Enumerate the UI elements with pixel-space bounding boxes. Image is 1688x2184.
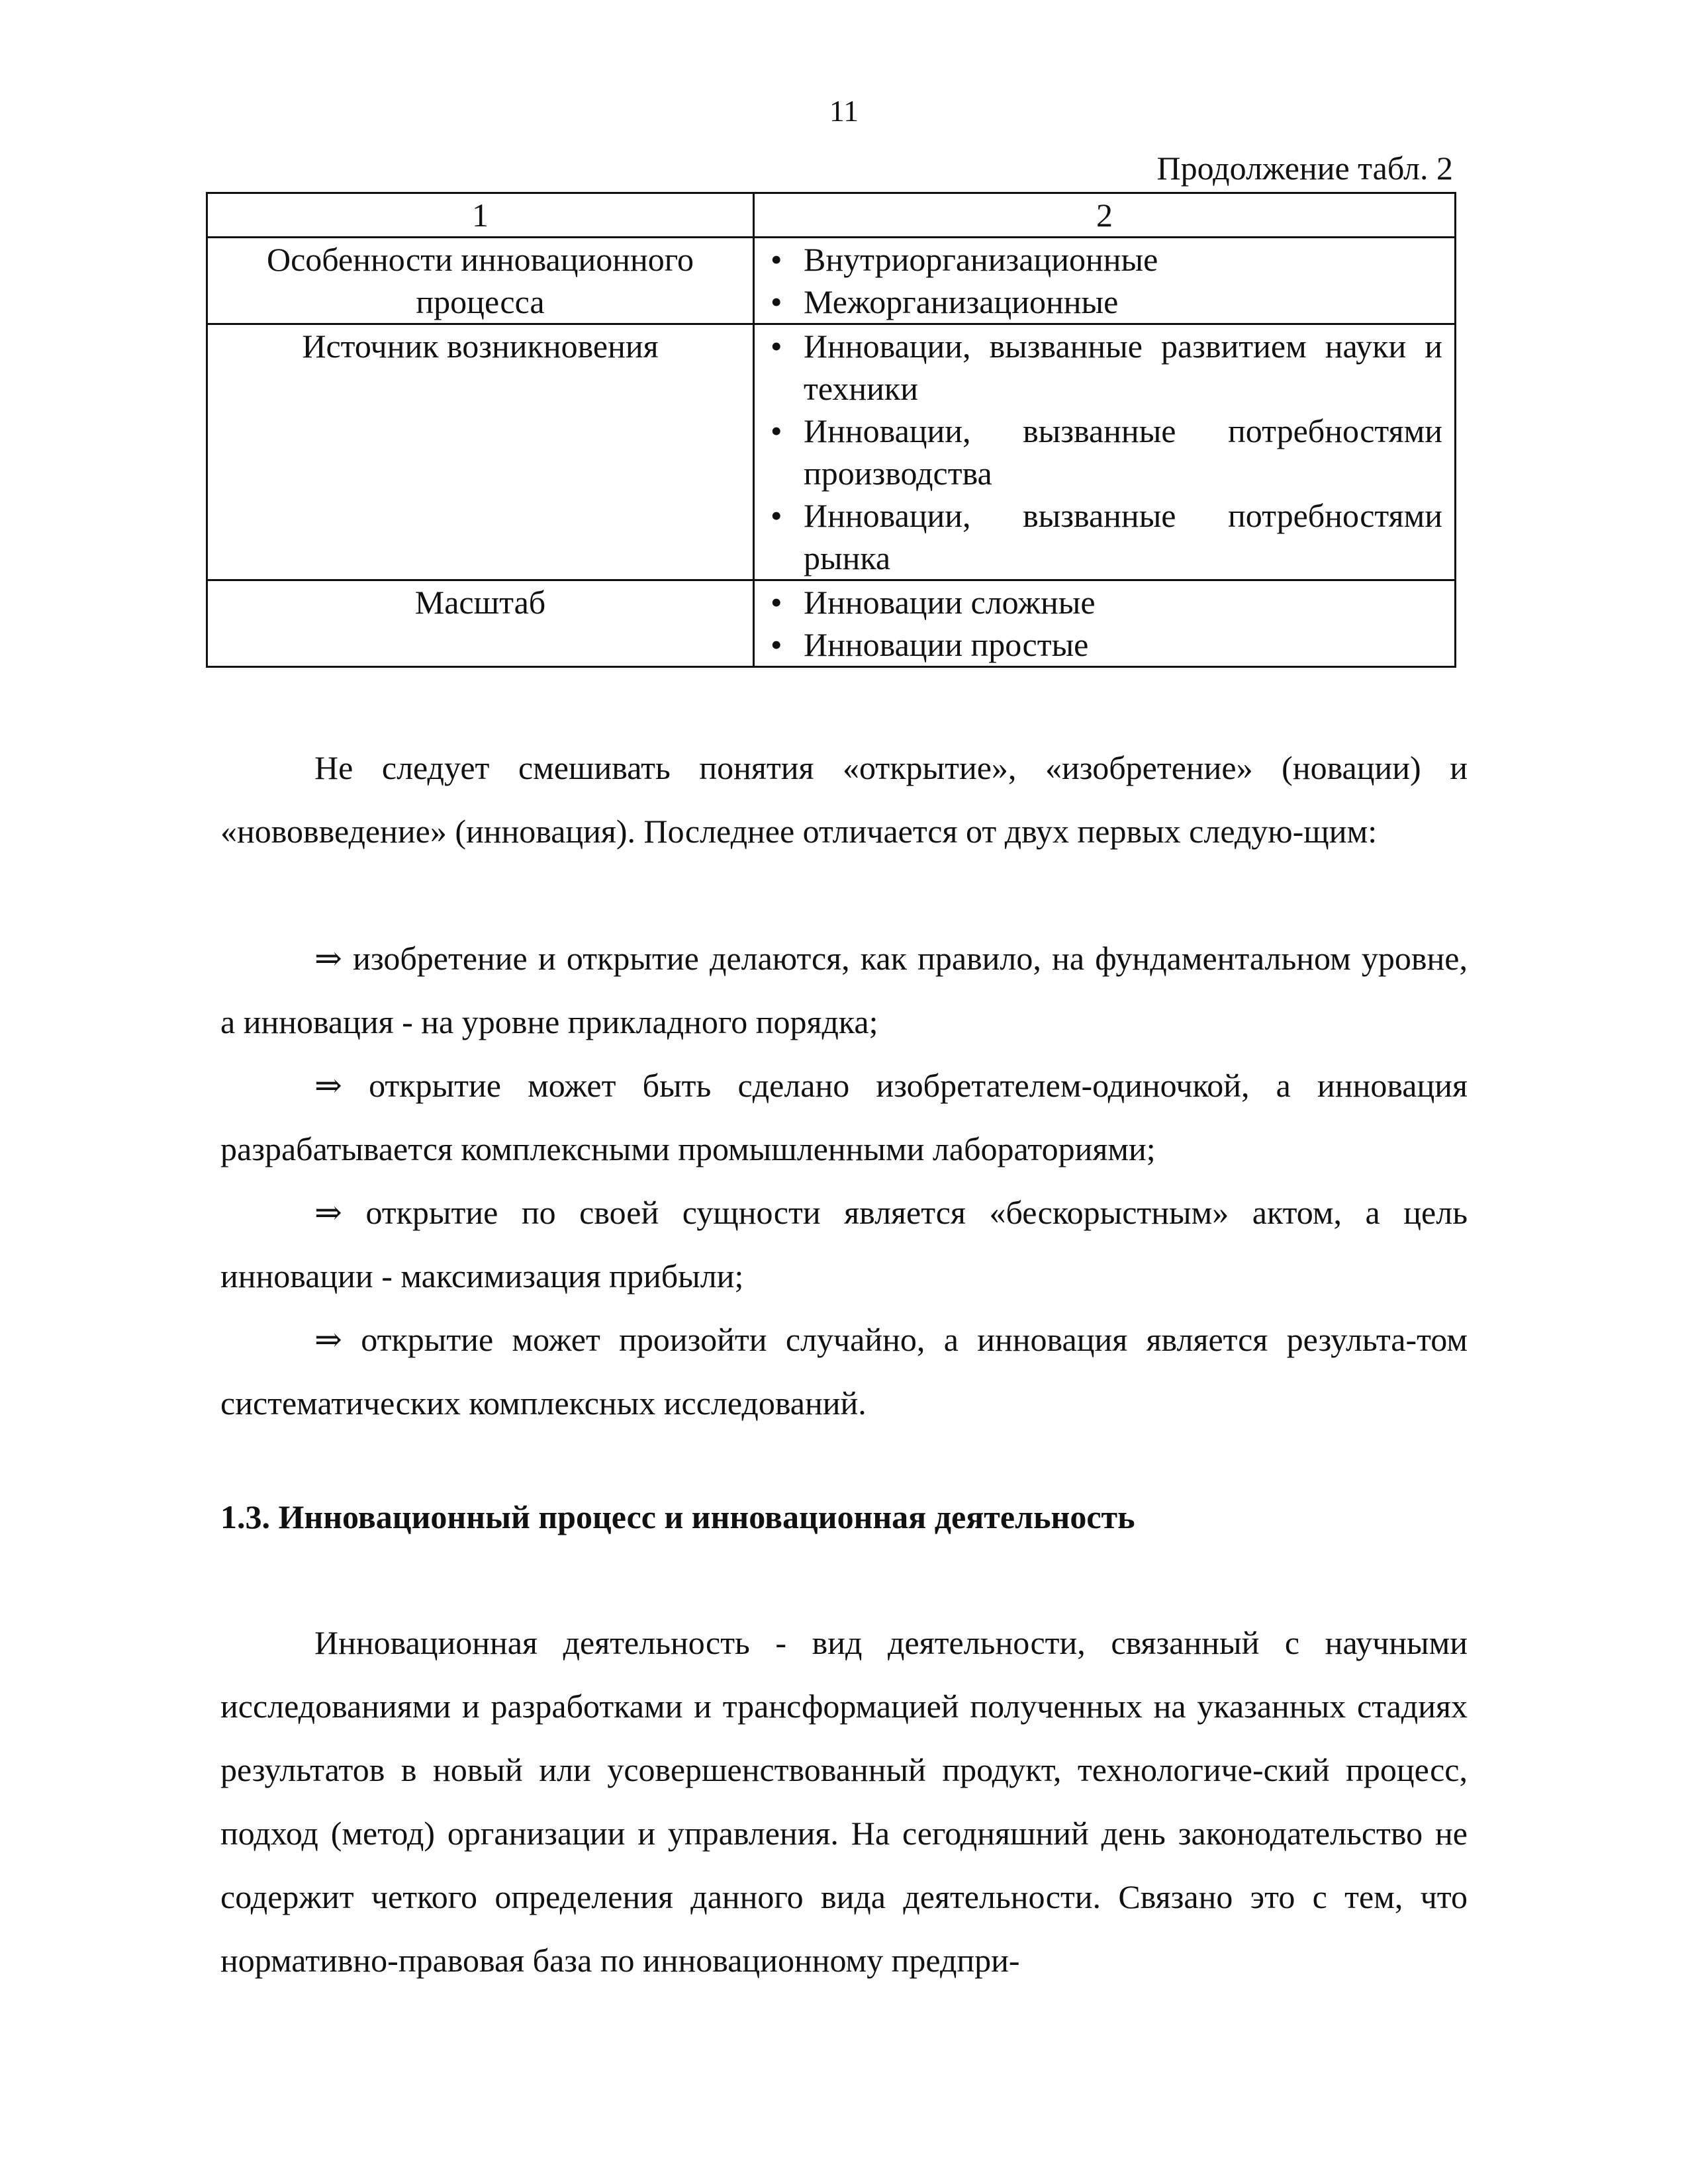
section-body-paragraph: Инновационная деятельность - вид деятельности, связанный с научными исследованиями и разработками и трансформацией полученных на указанных стадиях результатов в новый или усовершенствованный продукт, технологиче-ский процесс, подход (метод) организации и управления. На сегодняшний день законодательство не содержит четкого определения данного вида деятельности. Связано это с тем, что нормативно-правовая база по инновационному предпри- — [220, 1624, 1468, 1979]
list-item — [767, 238, 1442, 281]
table-row-values — [754, 324, 1456, 580]
bullet-list — [767, 581, 1442, 666]
bullet-list — [767, 325, 1442, 579]
list-item-text: Инновации простые — [804, 626, 1089, 663]
list-item — [767, 581, 1442, 623]
table-header-cell: 1 — [207, 193, 754, 238]
table-row-label: Особенности инновационного процесса — [207, 238, 754, 324]
bullet-icon: • — [771, 241, 782, 278]
implication-paragraph: ⇒ открытие может произойти случайно, а инновация является результа-том систематических комплексных исследований. — [220, 1321, 1468, 1422]
table-row — [207, 324, 1456, 580]
table-row-label: Источник возникновения — [207, 324, 754, 580]
table-row — [207, 580, 1456, 667]
list-item — [767, 494, 1442, 579]
list-item — [767, 281, 1442, 323]
intro-paragraph: Не следует смешивать понятия «открытие», «изобретение» (новации) и «нововведение» (инновация). Последнее отличается от двух первых следую-щим: — [220, 749, 1468, 850]
list-item — [767, 623, 1442, 666]
table-header-row — [207, 193, 1456, 238]
bullet-icon: • — [771, 328, 782, 365]
table-continuation-label: Продолжение табл. 2 — [1156, 150, 1453, 187]
implication-paragraph: ⇒ открытие может быть сделано изобретателем-одиночкой, а инновация разрабатывается комплексными промышленными лабораториями; — [220, 1067, 1468, 1167]
table-header-cell: 2 — [754, 193, 1456, 238]
list-item-text: Инновации сложные — [804, 584, 1096, 621]
classification-table — [206, 192, 1456, 668]
table-row-label: Масштаб — [207, 580, 754, 667]
bullet-icon: • — [771, 497, 782, 534]
table-row — [207, 238, 1456, 324]
list-item-text: Инновации, вызванные потребностями рынка — [804, 497, 1442, 576]
bullet-icon: • — [771, 584, 782, 621]
implication-paragraph: ⇒ открытие по своей сущности является «бескорыстным» актом, а цель инновации - максимизация прибыли; — [220, 1194, 1468, 1295]
bullet-icon: • — [771, 412, 782, 449]
list-item-text: Инновации, вызванные развитием науки и техники — [804, 328, 1442, 407]
list-item-text: Инновации, вызванные потребностями производства — [804, 412, 1442, 492]
list-item — [767, 325, 1442, 410]
list-item-text: Межорганизационные — [804, 283, 1119, 320]
page-number: 11 — [829, 94, 859, 128]
bullet-icon: • — [771, 283, 782, 320]
section-heading: 1.3. Инновационный процесс и инновационная деятельность — [220, 1498, 1135, 1535]
bullet-icon: • — [771, 626, 782, 663]
table-row-values — [754, 580, 1456, 667]
bullet-list — [767, 238, 1442, 323]
list-item — [767, 410, 1442, 494]
implication-paragraph: ⇒ изобретение и открытие делаются, как правило, на фундаментальном уровне, а инновация - на уровне прикладного порядка; — [220, 940, 1468, 1040]
table-row-values — [754, 238, 1456, 324]
list-item-text: Внутриорганизационные — [804, 241, 1158, 278]
